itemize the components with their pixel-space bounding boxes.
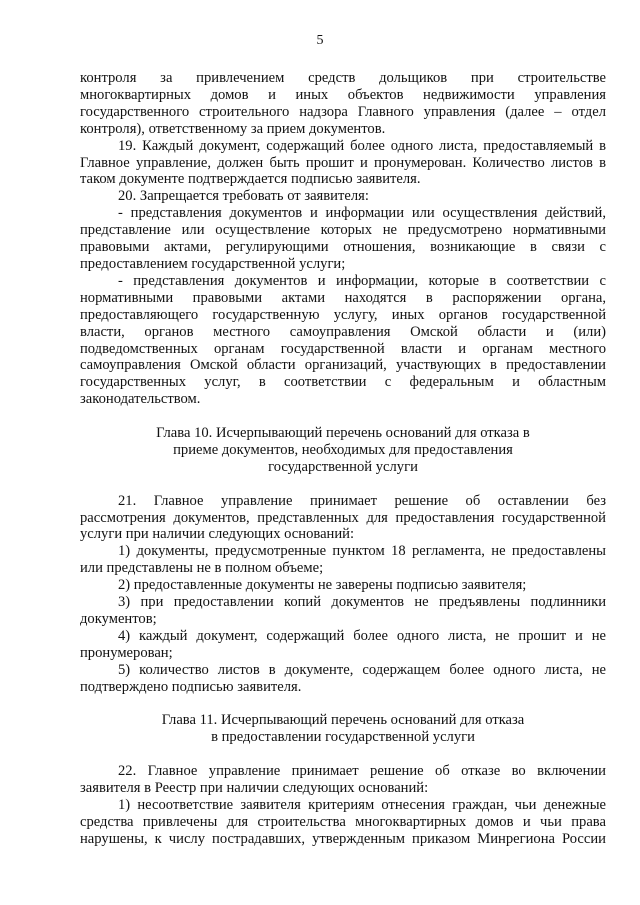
paragraph-line: 2) предоставленные документы не заверены подписью заявителя; (118, 577, 527, 594)
paragraph-line: подведомственных органам государственной власти и органам местного (80, 340, 606, 357)
paragraph-line: Главное управление, должен быть прошит и пронумерован. Количество листов в (80, 154, 606, 171)
chapter-heading-line: Глава 10. Исчерпывающий перечень оснований для отказа в (156, 425, 530, 442)
blank-line (80, 746, 606, 763)
paragraph-line: многоквартирных домов и иных объектов недвижимости управления (80, 86, 606, 103)
paragraph-line: пронумерован; (80, 644, 173, 661)
chapter-heading-line: в предоставлении государственной услуги (211, 729, 475, 746)
chapter-heading-line: приеме документов, необходимых для предоставления (173, 441, 513, 458)
paragraph-line: средства привлечены для строительства многоквартирных домов и чьи права (80, 813, 606, 830)
paragraph-line: 1) документы, предусмотренные пунктом 18 регламента, не предоставлены (118, 543, 606, 560)
paragraph-line: 4) каждый документ, содержащий более одного листа, не прошит и не (118, 627, 606, 644)
paragraph-line: услуги при наличии следующих оснований: (80, 526, 355, 543)
paragraph-line: 3) при предоставлении копий документов не предъявлены подлинники (118, 594, 606, 611)
paragraph-line: самоуправления Омской области организаций, участвующих в предоставлении (80, 357, 606, 374)
paragraph-line: законодательством. (80, 391, 201, 408)
document-body (80, 70, 606, 848)
blank-line (80, 408, 606, 425)
chapter-heading-line: государственной услуги (268, 458, 418, 475)
paragraph-line: 5) количество листов в документе, содержащем более одного листа, не (118, 661, 606, 678)
paragraph-line: подтверждено подписью заявителя. (80, 678, 302, 695)
paragraph-line: контроля за привлечением средств дольщиков при строительстве (80, 70, 606, 86)
paragraph-line: нарушены, к числу пострадавших, утвержденным приказом Минрегиона России (80, 830, 606, 847)
paragraph-line: 20. Запрещается требовать от заявителя: (118, 188, 369, 205)
paragraph-line: рассмотрения документов, представленных для предоставления государственной (80, 509, 606, 526)
paragraph-line: контроля), ответственному за прием документов. (80, 120, 386, 137)
paragraph-line: власти, органов местного самоуправления Омской области и (или) (80, 323, 606, 340)
paragraph-line: 22. Главное управление принимает решение об отказе во включении (118, 763, 606, 780)
paragraph-line: 21. Главное управление принимает решение об оставлении без (118, 492, 606, 509)
page-number: 5 (316, 33, 324, 48)
paragraph-line: 19. Каждый документ, содержащий более одного листа, предоставляемый в (118, 137, 606, 154)
paragraph-line: таком документе подтверждается подписью заявителя. (80, 171, 421, 188)
blank-line (80, 696, 606, 713)
paragraph-line: - представления документов и информации, которые в соответствии с (118, 272, 606, 289)
paragraph-line: государственного строительного надзора Главного управления (далее – отдел (80, 103, 606, 120)
paragraph-line: документов; (80, 610, 157, 627)
paragraph-line: правовыми актами, регулирующими отношения, возникающие в связи с (80, 239, 606, 256)
paragraph-line: или представлены не в полном объеме; (80, 560, 324, 577)
paragraph-line: предоставлением государственной услуги; (80, 255, 346, 272)
paragraph-line: заявителя в Реестр при наличии следующих оснований: (80, 780, 429, 796)
paragraph-line: представление или осуществление которых не предусмотрено нормативными (80, 222, 606, 239)
paragraph-line: 1) несоответствие заявителя критериям отнесения граждан, чьи денежные (118, 796, 606, 813)
paragraph-line: - представления документов и информации или осуществления действий, (118, 205, 606, 222)
paragraph-line: государственных услуг, в соответствии с федеральным и областным (80, 374, 606, 391)
blank-line (80, 476, 606, 493)
paragraph-line: предоставляющего государственную услугу, иных органов государственной (80, 306, 606, 323)
paragraph-line: нормативными правовыми актами находятся в распоряжении органа, (80, 289, 606, 306)
chapter-heading-line: Глава 11. Исчерпывающий перечень оснований для отказа (161, 712, 525, 729)
